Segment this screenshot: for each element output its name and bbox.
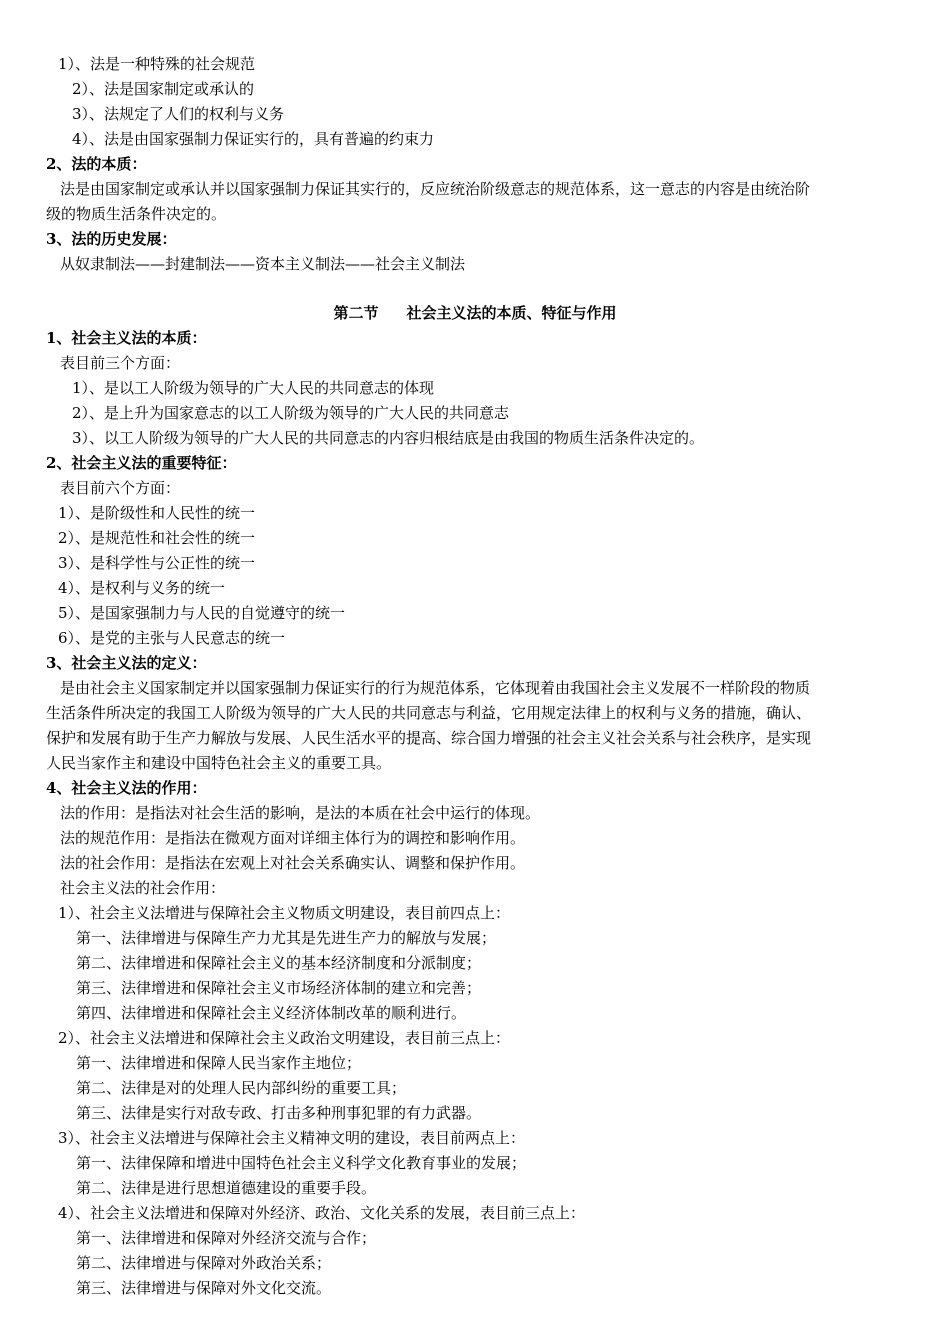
essence-line-1: 法是由国家制定或承认并以国家强制力保证其实行的，反应统治阶级意志的规范体系，这一意志的内容是由统治阶 (60, 180, 811, 198)
section-title-text: 社会主义法的本质、特征与作用 (406, 304, 617, 322)
s4-heading: 4、社会主义法的作用： (46, 779, 207, 797)
intro-item-4: 4）、法是由国家强制力保证实行的，具有普遍的约束力 (72, 130, 435, 148)
s4-group-3-head: 3）、社会主义法增进与保障社会主义精神文明的建设，表目前两点上： (58, 1129, 526, 1147)
s4-group-1-head: 1）、社会主义法增进与保障社会主义物质文明建设，表目前四点上： (58, 904, 511, 922)
s4-group-1-point-3: 第三、法律增进和保障社会主义市场经济体制的建立和完善； (76, 979, 482, 997)
s1-item-2: 2）、是上升为国家意志的以工人阶级为领导的广大人民的共同意志 (72, 404, 510, 422)
intro-item-1: 1）、法是一种特殊的社会规范 (58, 55, 256, 73)
essence-line-2: 级的物质生活条件决定的。 (46, 205, 227, 223)
s2-item-5: 5）、是国家强制力与人民的自觉遵守的统一 (58, 604, 346, 622)
essence-heading: 2、法的本质： (46, 155, 147, 173)
s4-group-1-point-2: 第二、法律增进和保障社会主义的基本经济制度和分派制度； (76, 954, 482, 972)
s4-group-4-point-1: 第一、法律增进和保障对外经济交流与合作； (76, 1229, 377, 1247)
s3-line-1: 是由社会主义国家制定并以国家强制力保证实行的行为规范体系，它体现着由我国社会主义发展不一样阶段的物质 (60, 679, 811, 697)
s4-group-1-point-1: 第一、法律增进与保障生产力尤其是先进生产力的解放与发展； (76, 929, 497, 947)
s3-line-2: 生活条件所决定的我国工人阶级为领导的广大人民的共同意志与利益，它用规定法律上的权利与义务的措施，确认、 (46, 704, 812, 722)
s1-item-1: 1）、是以工人阶级为领导的广大人民的共同意志的体现 (72, 379, 435, 397)
s2-item-4: 4）、是权利与义务的统一 (58, 579, 226, 597)
history-text: 从奴隶制法——封建制法——资本主义制法——社会主义制法 (60, 255, 466, 273)
s4-def-2: 法的规范作用：是指法在微观方面对详细主体行为的调控和影响作用。 (60, 829, 526, 847)
s4-group-2-point-3: 第三、法律是实行对敌专政、打击多种刑事犯罪的有力武器。 (76, 1104, 482, 1122)
s2-item-6: 6）、是党的主张与人民意志的统一 (58, 629, 286, 647)
s4-group-2-point-1: 第一、法律增进和保障人民当家作主地位； (76, 1054, 362, 1072)
s1-heading: 1、社会主义法的本质： (46, 329, 207, 347)
s2-lead: 表目前六个方面： (60, 479, 181, 497)
s4-group-4-point-2: 第二、法律增进与保障对外政治关系； (76, 1254, 332, 1272)
s4-group-2-head: 2）、社会主义法增进和保障社会主义政治文明建设，表目前三点上： (58, 1029, 511, 1047)
s4-def-1: 法的作用：是指法对社会生活的影响，是法的本质在社会中运行的体现。 (60, 804, 541, 822)
s2-item-2: 2）、是规范性和社会性的统一 (58, 529, 256, 547)
s4-group-2-point-2: 第二、法律是对的处理人民内部纠纷的重要工具； (76, 1079, 407, 1097)
s1-lead: 表目前三个方面： (60, 354, 181, 372)
s2-item-3: 3）、是科学性与公正性的统一 (58, 554, 256, 572)
intro-item-3: 3）、法规定了人们的权利与义务 (72, 105, 285, 123)
s4-def-4: 社会主义法的社会作用： (60, 879, 226, 897)
s4-group-3-point-2: 第二、法律是进行思想道德建设的重要手段。 (76, 1179, 377, 1197)
intro-item-2: 2）、法是国家制定或承认的 (72, 80, 255, 98)
s1-item-3: 3）、以工人阶级为领导的广大人民的共同意志的内容归根结底是由我国的物质生活条件决定的。 (72, 429, 705, 447)
s2-heading: 2、社会主义法的重要特征： (46, 454, 237, 472)
history-heading: 3、法的历史发展： (46, 230, 177, 248)
s4-group-4-head: 4）、社会主义法增进和保障对外经济、政治、文化关系的发展，表目前三点上： (58, 1204, 586, 1222)
s3-heading: 3、社会主义法的定义： (46, 654, 207, 672)
section-title (0, 303, 950, 323)
s3-line-4: 人民当家作主和建设中国特色社会主义的重要工具。 (46, 754, 392, 772)
s4-def-3: 法的社会作用：是指法在宏观上对社会关系确实认、调整和保护作用。 (60, 854, 526, 872)
s4-group-3-point-1: 第一、法律保障和增进中国特色社会主义科学文化教育事业的发展； (76, 1154, 527, 1172)
s4-group-1-point-4: 第四、法律增进和保障社会主义经济体制改革的顺利进行。 (76, 1004, 467, 1022)
s4-group-4-point-3: 第三、法律增进与保障对外文化交流。 (76, 1279, 332, 1297)
s2-item-1: 1）、是阶级性和人民性的统一 (58, 504, 256, 522)
s3-line-3: 保护和发展有助于生产力解放与发展、人民生活水平的提高、综合国力增强的社会主义社会关系与社会秩序，是实现 (46, 729, 812, 747)
section-number: 第二节 (333, 304, 379, 322)
